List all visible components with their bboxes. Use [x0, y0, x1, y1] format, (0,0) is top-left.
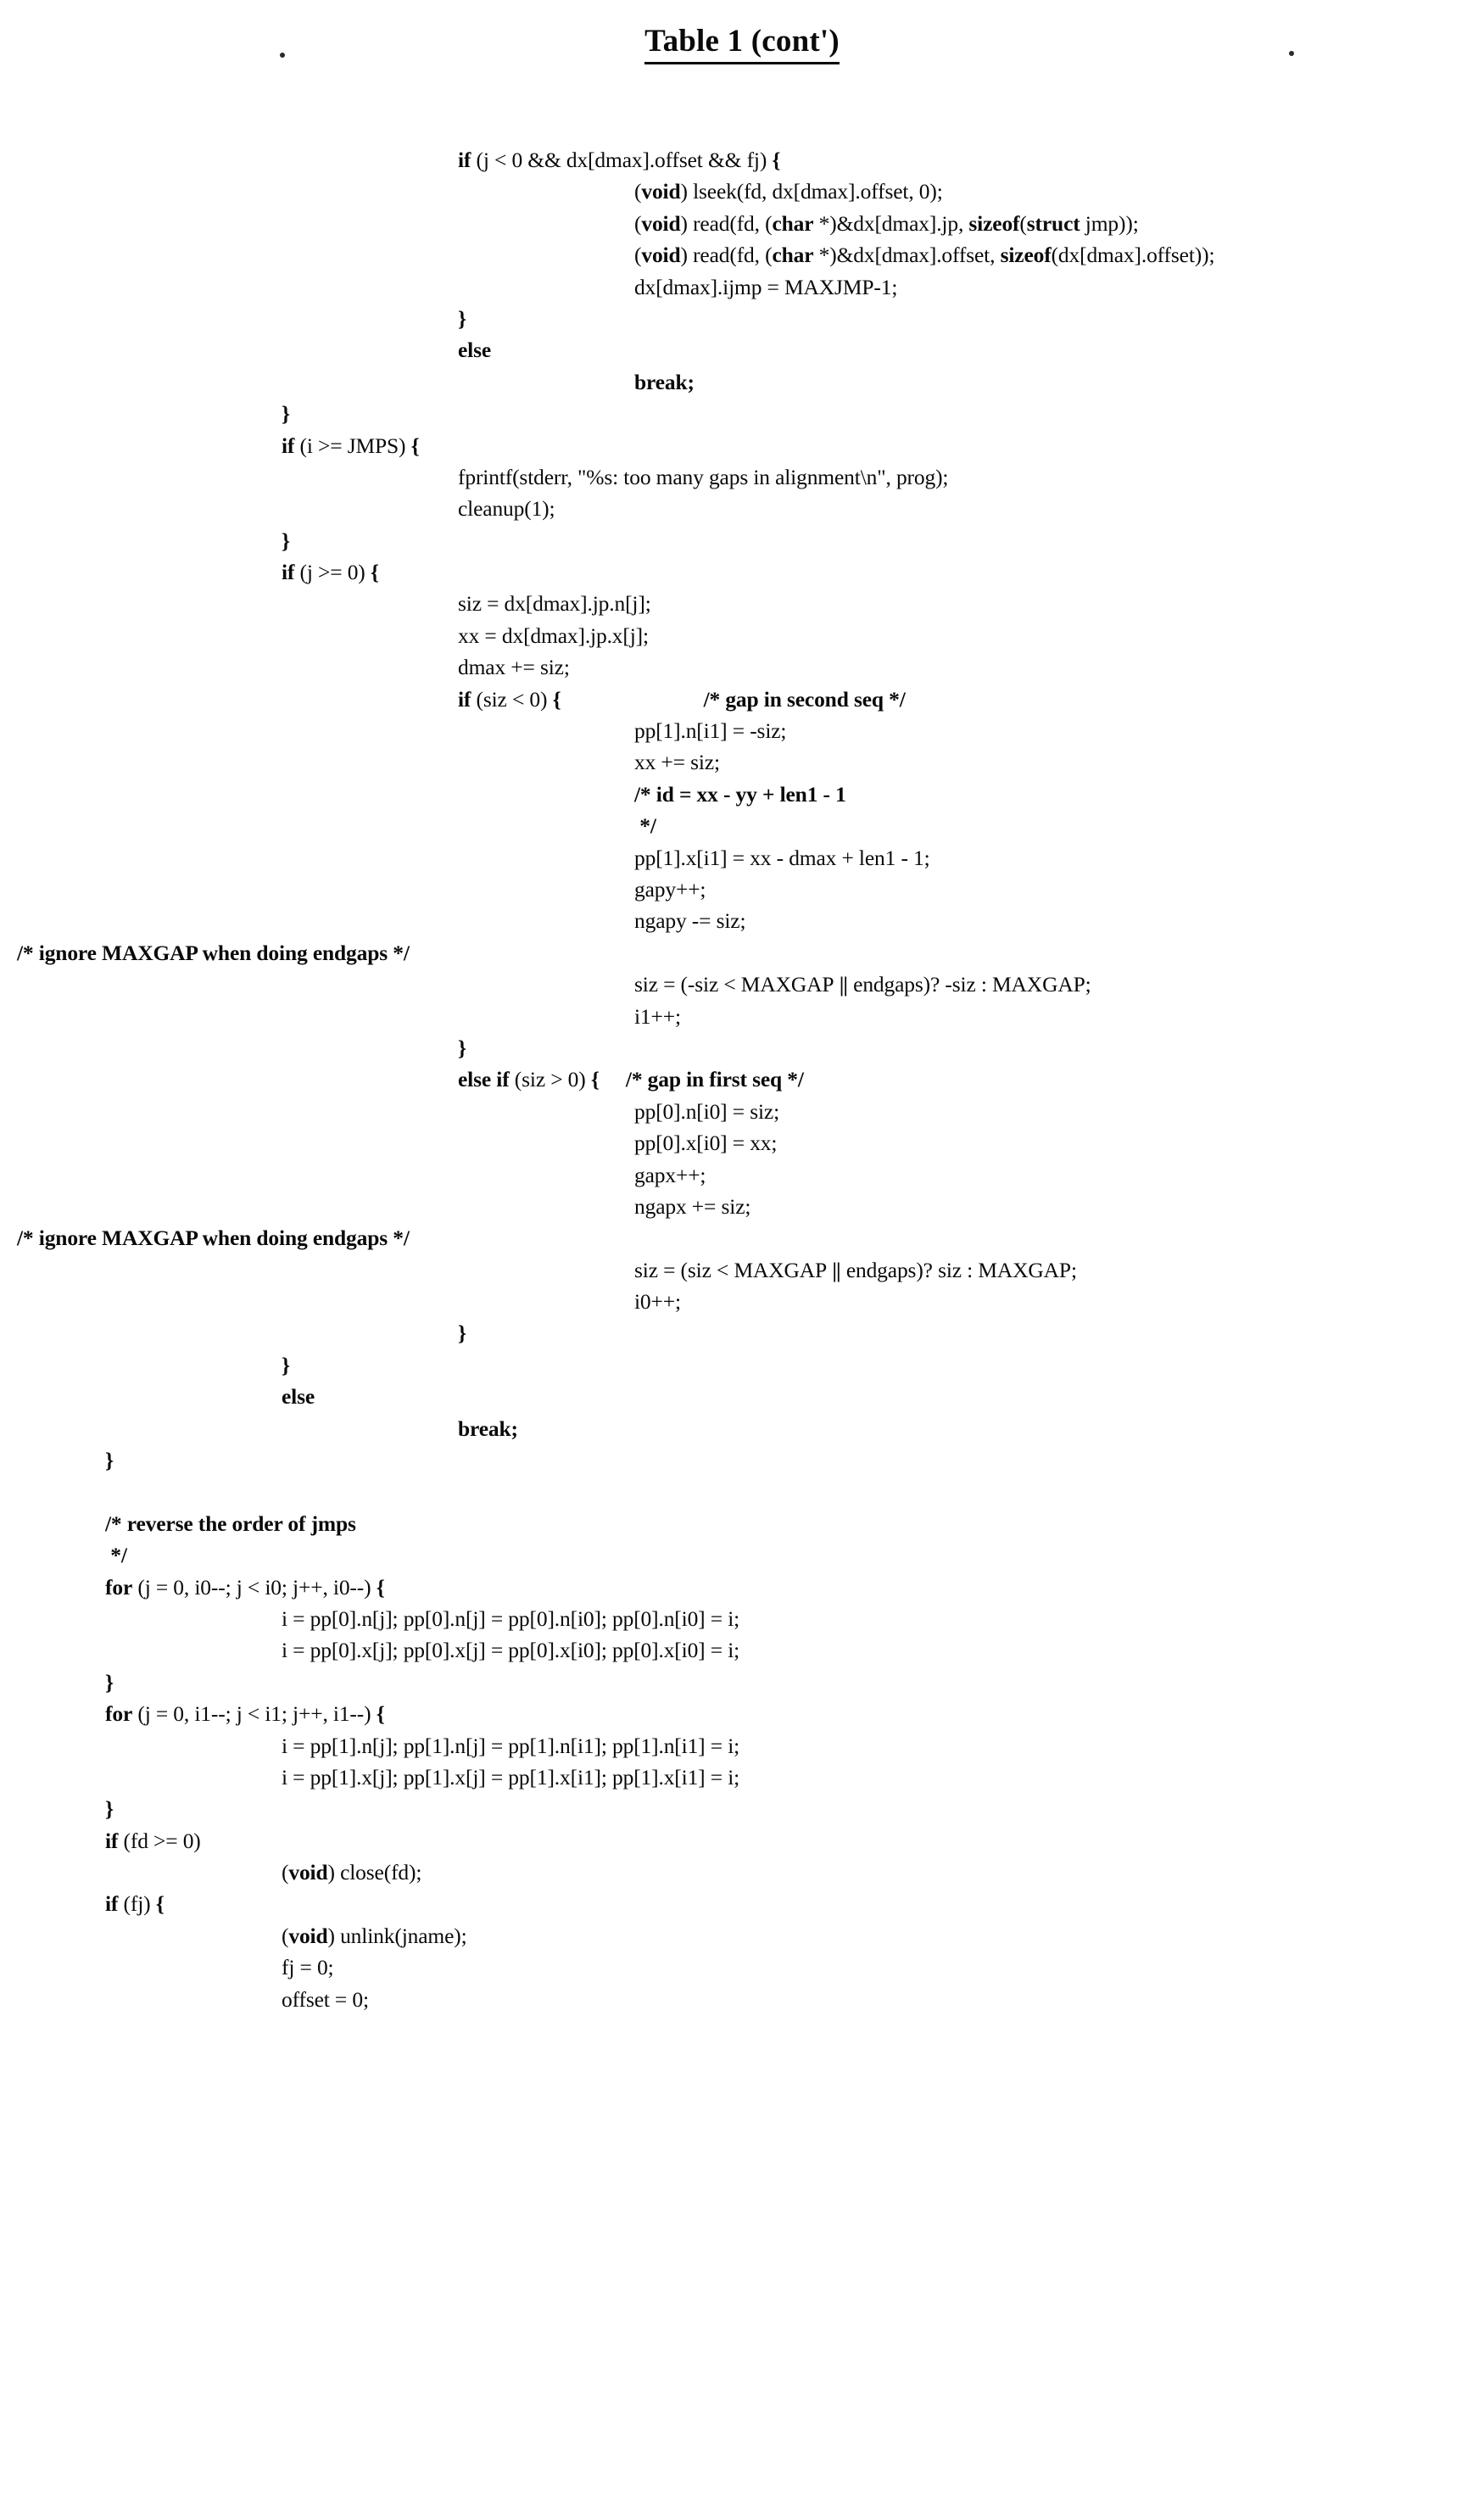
code-token: /* gap in first seq */: [625, 1067, 804, 1092]
code-line: [0, 1920, 1484, 1952]
code-line: [0, 1698, 1484, 1729]
code-line: [0, 1762, 1484, 1793]
code-token: (fj): [118, 1891, 156, 1917]
code-line: [0, 1888, 1484, 1919]
code-token: offset = 0;: [282, 1986, 369, 2012]
code-line: [0, 1254, 1484, 1286]
code-line: [0, 1508, 1484, 1539]
code-token: void: [288, 1860, 328, 1885]
page-title: Table 1 (cont'): [644, 24, 840, 64]
code-token: if: [282, 433, 295, 458]
code-token: (: [282, 1860, 289, 1885]
code-line: [0, 1381, 1484, 1412]
code-token: if: [458, 686, 471, 712]
code-token: i = pp[1].n[j]; pp[1].n[j] = pp[1].n[i1]; pp[1].n[i1] = i;: [282, 1733, 740, 1758]
code-line: [0, 1064, 1484, 1095]
code-line: [0, 334, 1484, 366]
code-token: /* reverse the order of jmps: [105, 1510, 356, 1536]
code-line: [0, 1096, 1484, 1127]
code-token: sizeof: [968, 210, 1020, 236]
code-line: [0, 1603, 1484, 1634]
code-line: [0, 239, 1484, 271]
code-token: (: [634, 210, 642, 236]
code-token: dx[dmax].ijmp = MAXJMP-1;: [634, 274, 898, 299]
code-token: {: [370, 560, 379, 585]
code-token: xx = dx[dmax].jp.x[j];: [458, 623, 649, 648]
code-line: [0, 1191, 1484, 1222]
code-token: ngapx += siz;: [634, 1193, 751, 1219]
code-token: sizeof: [1000, 243, 1052, 268]
code-line: [0, 684, 1484, 715]
code-token: }: [105, 1448, 114, 1473]
code-line: [0, 1286, 1484, 1317]
code-line: [0, 1793, 1484, 1824]
code-line: [0, 1984, 1484, 2015]
code-line: [0, 525, 1484, 556]
code-token: siz = dx[dmax].jp.n[j];: [458, 591, 651, 617]
code-token: *)&dx[dmax].offset,: [813, 243, 1001, 268]
code-token: {: [590, 1067, 600, 1092]
code-token: gapx++;: [634, 1162, 706, 1187]
code-line: [0, 588, 1484, 619]
code-token: i = pp[1].x[j]; pp[1].x[j] = pp[1].x[i1]; pp[1].x[i1] = i;: [282, 1764, 740, 1790]
code-token: ) lseek(fd, dx[dmax].offset, 0);: [680, 179, 943, 204]
code-token: ||: [832, 1257, 840, 1282]
code-line: [0, 208, 1484, 239]
code-token: siz = (siz < MAXGAP: [634, 1257, 832, 1282]
code-token: siz = (-siz < MAXGAP: [634, 972, 839, 997]
code-line: [0, 1476, 1484, 1507]
code-token: ngapy -= siz;: [634, 908, 746, 934]
code-token: [561, 687, 703, 712]
code-line: [0, 1413, 1484, 1444]
code-line: [0, 1857, 1484, 1888]
code-token: *)&dx[dmax].jp,: [813, 210, 969, 236]
code-token: {: [376, 1574, 385, 1600]
code-token: void: [641, 210, 681, 236]
code-line: [0, 1032, 1484, 1064]
code-token: break;: [458, 1416, 518, 1441]
code-line: [0, 271, 1484, 303]
code-token: ) unlink(jname);: [327, 1923, 467, 1948]
code-token: void: [288, 1923, 328, 1948]
code-line: [0, 1127, 1484, 1159]
code-token: if: [105, 1828, 119, 1853]
code-token: (siz > 0): [509, 1067, 591, 1092]
code-line: [0, 810, 1484, 841]
code-line: [0, 779, 1484, 810]
code-token: (: [634, 243, 642, 268]
code-token: jmp));: [1080, 210, 1139, 236]
code-line: [0, 874, 1484, 905]
code-token: i = pp[0].x[j]; pp[0].x[j] = pp[0].x[i0]; pp[0].x[i0] = i;: [282, 1638, 740, 1663]
code-token: ) read(fd, (: [680, 243, 773, 268]
code-token: void: [641, 179, 681, 204]
code-token: /* ignore MAXGAP when doing endgaps */: [17, 1226, 410, 1251]
code-line: [0, 556, 1484, 588]
code-token: ) read(fd, (: [680, 210, 773, 236]
code-token: pp[1].n[i1] = -siz;: [634, 718, 787, 744]
code-token: gapy++;: [634, 876, 706, 902]
code-line: [0, 1222, 1484, 1254]
code-line: [0, 398, 1484, 429]
code-line: [0, 176, 1484, 207]
code-token: }: [105, 1796, 114, 1822]
code-token: }: [458, 1035, 466, 1060]
code-line: [0, 620, 1484, 651]
code-line: [0, 1349, 1484, 1381]
code-token: i = pp[0].n[j]; pp[0].n[j] = pp[0].n[i0]; pp[0].n[i0] = i;: [282, 1605, 740, 1631]
code-line: [0, 493, 1484, 524]
code-token: (i >= JMPS): [294, 433, 411, 458]
code-token: [600, 1067, 626, 1092]
code-token: (: [1019, 210, 1027, 236]
code-token: fprintf(stderr, "%s: too many gaps in alignment\n", prog);: [458, 464, 949, 489]
code-line: [0, 366, 1484, 398]
code-token: fj = 0;: [282, 1955, 334, 1980]
code-token: char: [772, 210, 814, 236]
code-token: (j >= 0): [294, 560, 371, 585]
code-token: struct: [1026, 210, 1080, 236]
code-token: }: [282, 1352, 290, 1377]
code-token: else: [282, 1384, 315, 1410]
code-token: /* gap in second seq */: [703, 686, 906, 712]
code-token: {: [155, 1891, 165, 1917]
code-line: [0, 1634, 1484, 1666]
code-token: char: [772, 243, 814, 268]
code-line: [0, 746, 1484, 778]
code-listing: [0, 144, 1484, 2015]
code-token: (: [282, 1923, 289, 1948]
code-token: {: [772, 148, 781, 172]
code-line: [0, 461, 1484, 493]
code-line: [0, 1730, 1484, 1762]
code-line: [0, 969, 1484, 1000]
code-token: endgaps)? -siz : MAXGAP;: [847, 972, 1091, 997]
code-token: {: [552, 686, 561, 712]
code-token: ||: [839, 972, 847, 997]
code-token: /* ignore MAXGAP when doing endgaps */: [17, 940, 410, 965]
code-token: (j = 0, i1--; j < i1; j++, i1--): [132, 1701, 377, 1727]
code-token: pp[0].x[i0] = xx;: [634, 1131, 778, 1156]
code-token: for: [105, 1701, 133, 1727]
code-line: [0, 937, 1484, 969]
code-line: [0, 1444, 1484, 1476]
code-line: [0, 651, 1484, 683]
code-line: [0, 1159, 1484, 1191]
page-title-block: [0, 24, 1484, 64]
code-line: [0, 1001, 1484, 1032]
code-token: pp[1].x[i1] = xx - dmax + len1 - 1;: [634, 845, 930, 870]
code-token: (: [634, 179, 642, 204]
code-token: cleanup(1);: [458, 496, 555, 522]
code-token: if: [105, 1891, 119, 1917]
code-token: endgaps)? siz : MAXGAP;: [840, 1257, 1077, 1282]
code-line: [0, 1539, 1484, 1571]
code-token: if: [458, 148, 471, 172]
code-token: dmax += siz;: [458, 655, 570, 680]
code-token: break;: [634, 369, 695, 394]
code-line: [0, 1825, 1484, 1857]
code-token: */: [634, 813, 656, 839]
code-token: (dx[dmax].offset));: [1051, 243, 1215, 268]
code-line: [0, 715, 1484, 746]
code-token: (j = 0, i0--; j < i0; j++, i0--): [132, 1574, 377, 1600]
code-token: /* id = xx - yy + len1 - 1: [634, 781, 846, 807]
code-token: }: [282, 528, 290, 553]
code-line: [0, 144, 1484, 176]
code-token: }: [105, 1669, 114, 1695]
code-token: pp[0].n[i0] = siz;: [634, 1098, 780, 1124]
code-token: {: [410, 433, 420, 458]
code-token: }: [458, 305, 466, 331]
scan-speck-right: [1289, 51, 1294, 56]
code-token: if: [282, 560, 295, 585]
code-token: }: [458, 1321, 466, 1346]
code-line: [0, 430, 1484, 461]
code-token: else: [458, 338, 492, 363]
code-token: else if: [458, 1067, 510, 1092]
code-token: i1++;: [634, 1003, 681, 1029]
code-line: [0, 1572, 1484, 1603]
scan-speck-left: [280, 53, 285, 58]
code-line: [0, 842, 1484, 874]
code-token: }: [282, 401, 290, 427]
code-token: */: [105, 1543, 127, 1568]
code-line: [0, 1317, 1484, 1349]
code-token: xx += siz;: [634, 750, 720, 775]
code-token: i0++;: [634, 1289, 681, 1315]
code-line: [0, 905, 1484, 936]
code-token: for: [105, 1574, 133, 1600]
code-token: ) close(fd);: [327, 1860, 422, 1885]
code-line: [0, 303, 1484, 334]
code-token: (j < 0 && dx[dmax].offset && fj): [471, 148, 773, 172]
code-line: [0, 1952, 1484, 1983]
code-line: [0, 1667, 1484, 1698]
code-token: (siz < 0): [471, 686, 553, 712]
code-token: void: [641, 243, 681, 268]
code-token: (fd >= 0): [118, 1828, 201, 1853]
code-token: {: [376, 1701, 385, 1727]
